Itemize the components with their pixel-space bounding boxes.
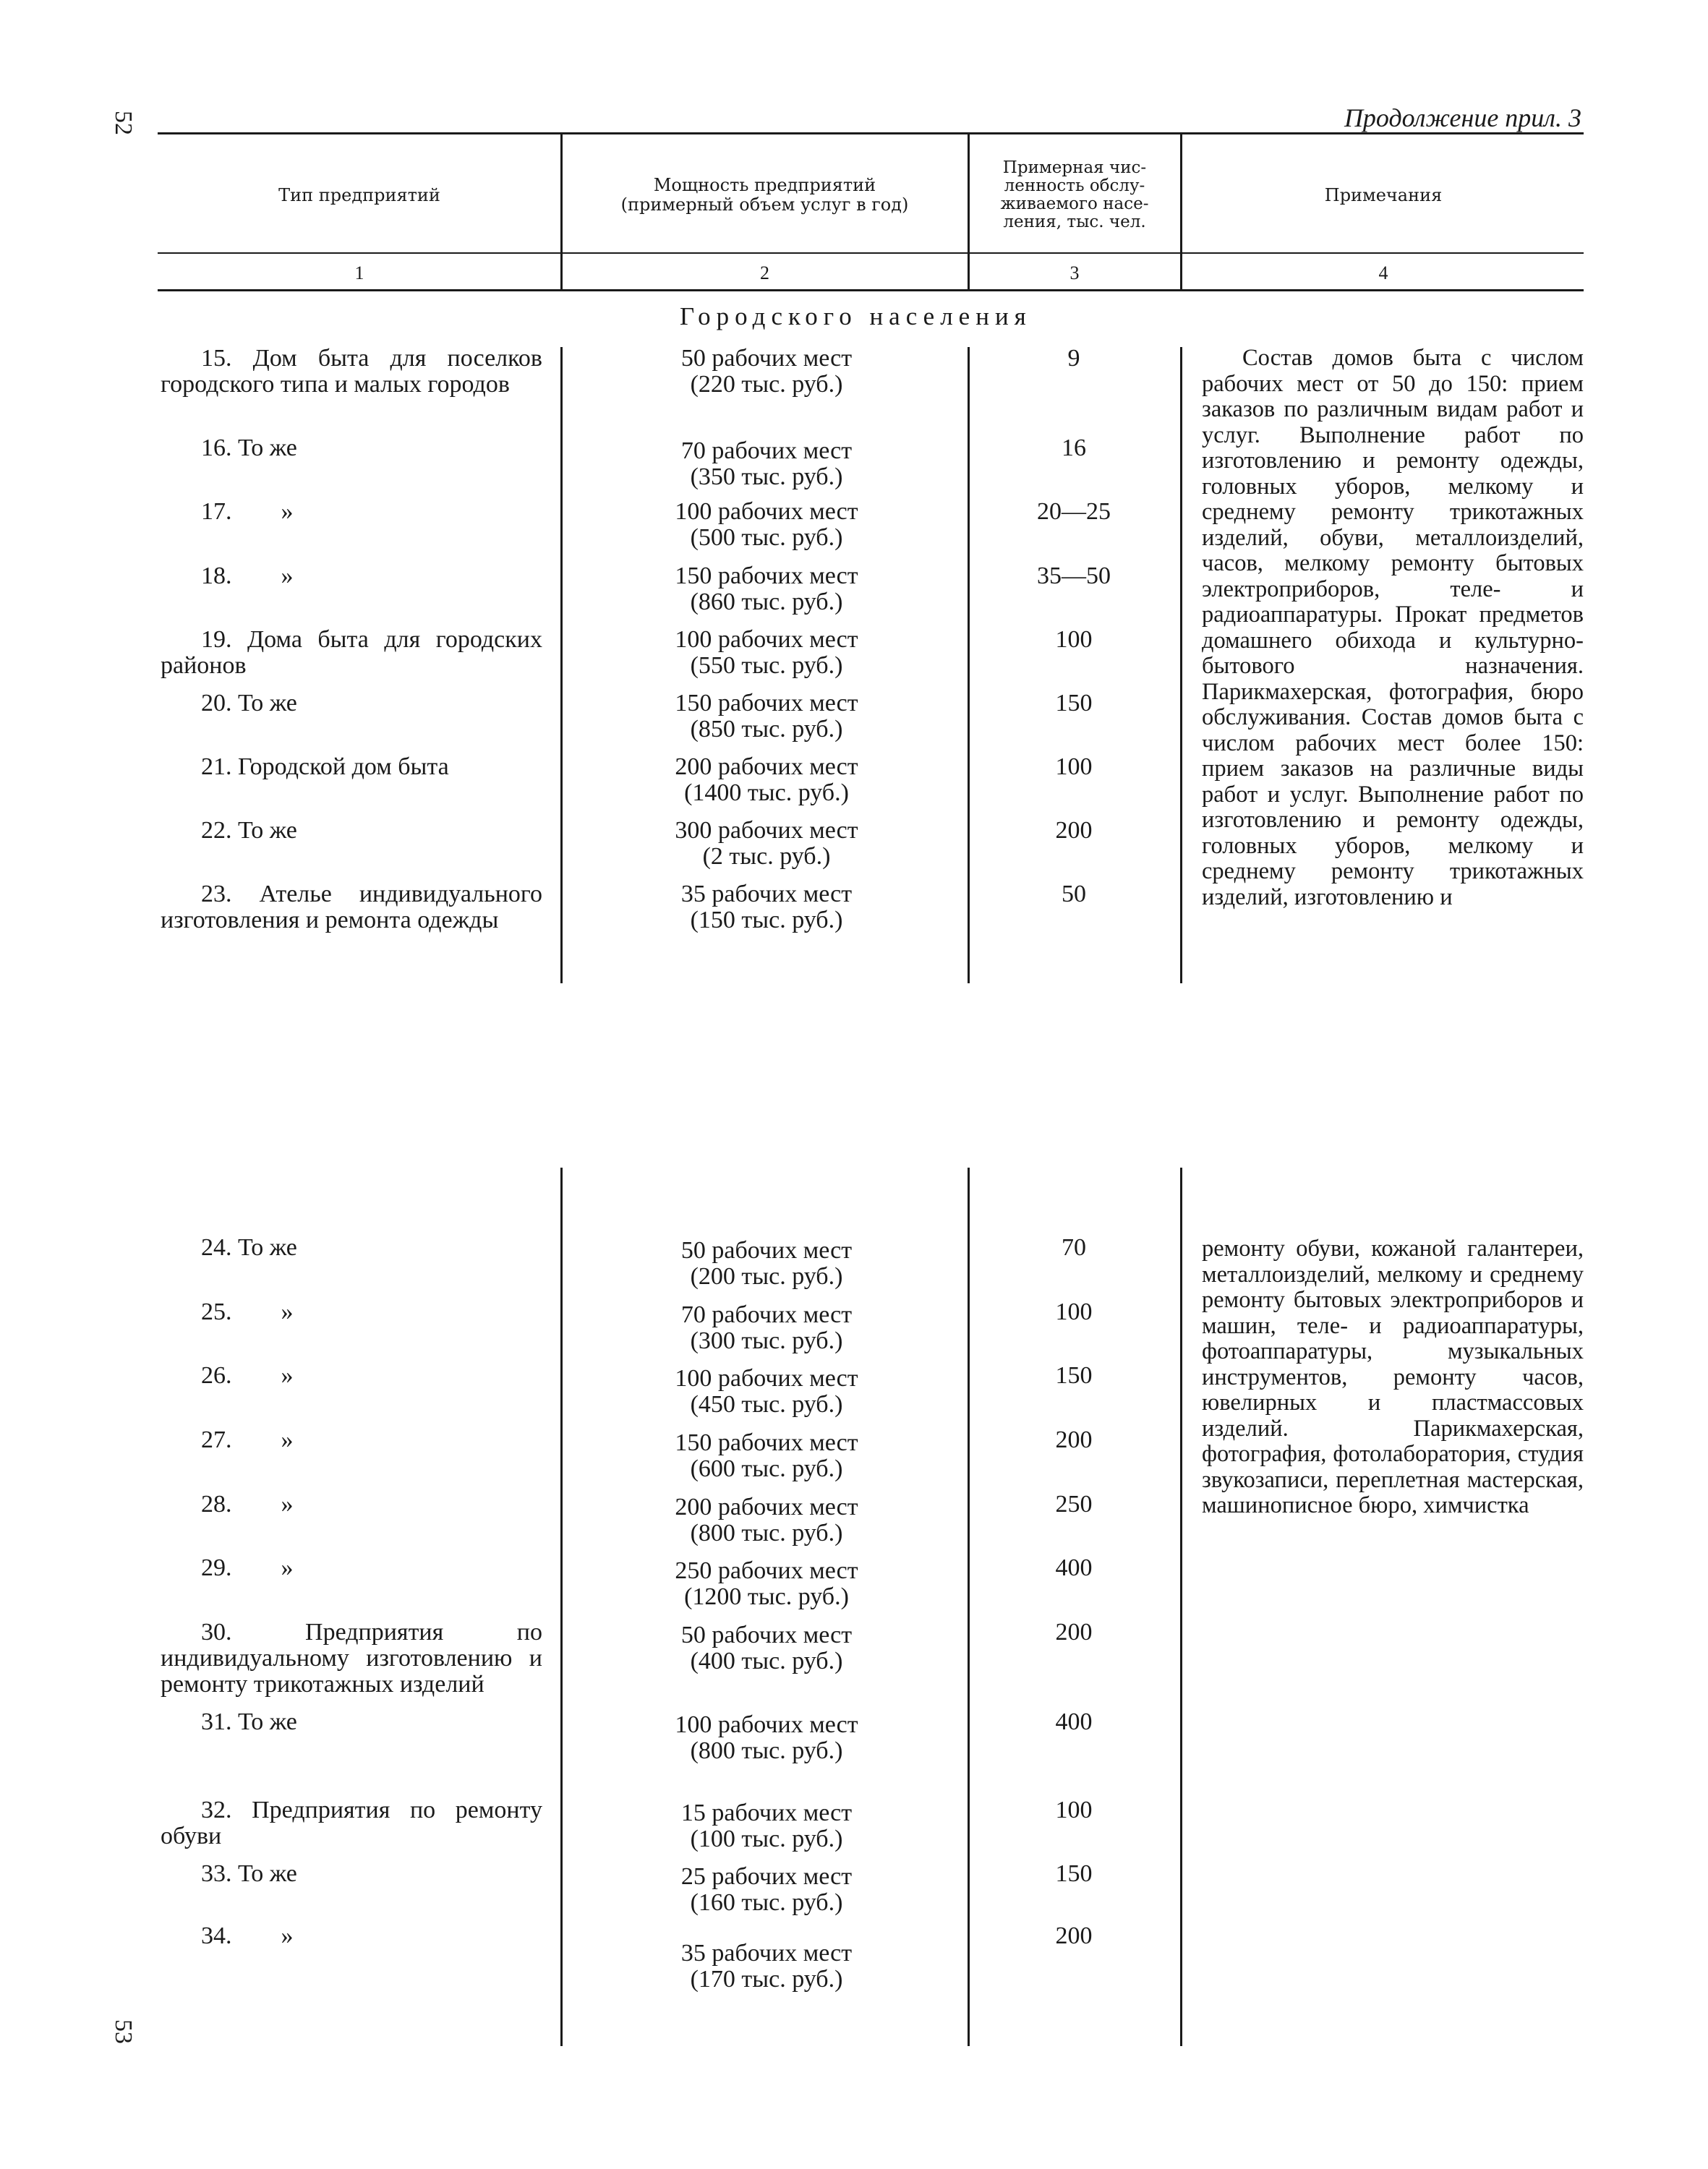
body-separator-3-top [1180,347,1182,983]
capacity-line: (1200 тыс. руб.) [684,1583,849,1610]
type-text: 20. То же [201,690,297,716]
type-cell [161,1363,542,1389]
header-population [970,141,1179,249]
body-separator-1-bottom [560,1168,563,2046]
population-cell: 100 [1055,753,1093,780]
capacity-cell [564,346,969,398]
population-cell: 100 [1055,1797,1093,1823]
capacity-line: (200 тыс. руб.) [690,1263,843,1290]
type-cell [161,690,542,716]
type-text: 28. » [201,1491,294,1518]
column-number-4: 4 [1378,262,1388,283]
running-title: Продолжение прил. 3 [1344,103,1581,132]
capacity-line: (450 тыс. руб.) [690,1391,843,1418]
capacity-line: 50 рабочих мест [680,1237,853,1264]
header-population-line: живаемого насе- [1000,194,1149,213]
header-population-line: Примерная чис- [1002,158,1147,177]
type-text: 17. » [201,498,294,525]
capacity-line: (160 тыс. руб.) [690,1889,843,1916]
capacity-line: (100 тыс. руб.) [690,1826,843,1852]
type-cell [161,1492,542,1518]
population-cell: 400 [1055,1554,1093,1581]
header-population-line: ления, тыс. чел. [1003,213,1146,231]
header-separator-2 [968,134,970,291]
type-cell [161,346,542,398]
type-text: 31. То же [201,1708,297,1735]
header-separator-3 [1180,134,1182,291]
column-number-1: 1 [354,262,364,283]
type-cell [161,1709,542,1735]
capacity-cell [564,563,969,615]
capacity-line: 200 рабочих мест [675,1494,858,1520]
capacity-cell [564,1302,969,1354]
type-text: 26. » [201,1362,294,1389]
capacity-line: 35 рабочих мест [680,1940,853,1967]
capacity-cell [564,499,969,551]
capacity-line: 70 рабочих мест [680,437,853,464]
capacity-cell [564,690,969,743]
population-cell: 250 [1055,1491,1093,1518]
type-cell [161,818,542,844]
type-text: 34. » [201,1922,294,1949]
population-cell: 16 [1062,435,1086,461]
type-text: 15. Дом быта для поселков городского типа и малых городов [161,345,542,398]
type-text: 25. » [201,1299,294,1325]
body-separator-1-top [560,347,563,983]
capacity-cell [564,1558,969,1610]
population-cell: 200 [1055,817,1093,844]
type-text: 22. То же [201,817,297,844]
capacity-line: (860 тыс. руб.) [690,589,843,615]
type-cell [161,627,542,679]
capacity-line: (800 тыс. руб.) [690,1520,843,1546]
type-cell [161,499,542,525]
type-cell [161,1427,542,1453]
capacity-line: (550 тыс. руб.) [690,652,843,679]
header-notes [1183,141,1584,249]
capacity-line: 15 рабочих мест [680,1800,853,1826]
capacity-line: (350 тыс. руб.) [690,463,843,490]
column-numbers-rule [158,289,1584,291]
table-top-rule [158,132,1584,134]
capacity-line: (2 тыс. руб.) [702,843,831,870]
capacity-cell [564,1366,969,1418]
type-cell [161,1797,542,1849]
capacity-line: 250 рабочих мест [675,1557,858,1584]
column-number-3: 3 [1069,262,1080,283]
capacity-cell [564,1864,969,1916]
capacity-cell [564,438,969,490]
type-text: 33. То же [201,1860,297,1887]
population-cell: 200 [1055,1619,1093,1646]
capacity-cell [564,1622,969,1674]
type-cell [161,1861,542,1887]
capacity-line: (220 тыс. руб.) [690,371,843,398]
capacity-line: (170 тыс. руб.) [690,1966,843,1993]
population-cell: 400 [1055,1708,1093,1735]
type-cell [161,1235,542,1261]
header-type-line: Тип предприятий [278,184,440,205]
capacity-cell [564,881,969,933]
population-cell: 9 [1067,345,1080,372]
population-cell: 50 [1062,881,1086,907]
column-number-2: 2 [760,262,769,283]
capacity-cell [564,627,969,679]
page-number-bottom: 53 [110,2019,137,2044]
header-notes-line: Примечания [1324,184,1443,205]
type-text: 21. Городской дом быта [201,753,449,780]
type-text: 30. Предприятия по индивидуальному изготовлению и ремонту трикотажных изделий [161,1619,542,1698]
capacity-line: 100 рабочих мест [675,1365,858,1392]
capacity-line: 100 рабочих мест [675,498,858,525]
capacity-line: (150 тыс. руб.) [690,907,843,933]
capacity-line: (600 тыс. руб.) [690,1455,843,1482]
notes-part-2: ремонту обуви, кожаной галантереи, металлоизделий, мелкому и среднему ремонту бытовых электроприборов и машин, теле- и радиоаппаратуры, фотоаппаратуры, музыкальных инструментов, ремонту часов, ювелирных и пластмассовых изделий. Парикмахерская, фотография, фотолаборатория, студия звукозаписи, переплетная мастерская, машинописное бюро, химчистка [1202,1236,1584,1518]
population-cell: 150 [1055,690,1093,716]
population-cell: 150 [1055,1860,1093,1887]
type-cell [161,563,542,589]
type-text: 29. » [201,1554,294,1581]
capacity-cell [564,1800,969,1852]
type-cell [161,1923,542,1949]
capacity-cell [564,818,969,870]
type-text: 27. » [201,1426,294,1453]
capacity-line: (300 тыс. руб.) [690,1327,843,1354]
capacity-line: (500 тыс. руб.) [690,524,843,551]
type-cell [161,754,542,780]
population-cell: 200 [1055,1922,1093,1949]
type-text: 16. То же [201,435,297,461]
population-cell: 35—50 [1037,562,1111,589]
capacity-line: 50 рабочих мест [680,345,853,372]
capacity-line: 150 рабочих мест [675,562,858,589]
capacity-cell [564,1941,969,1993]
section-title: Городского населения [680,302,1032,330]
capacity-line: (400 тыс. руб.) [690,1648,843,1674]
header-capacity-line: Мощность предприятий [653,175,876,195]
capacity-line: (850 тыс. руб.) [690,716,843,743]
capacity-cell [564,1238,969,1290]
capacity-line: 35 рабочих мест [680,881,853,907]
population-cell: 70 [1062,1234,1086,1261]
type-cell [161,1555,542,1581]
population-cell: 100 [1055,626,1093,653]
type-cell [161,881,542,933]
capacity-line: 100 рабочих мест [675,626,858,653]
capacity-line: 50 рабочих мест [680,1622,853,1648]
capacity-line: 70 рабочих мест [680,1301,853,1328]
header-type [161,141,558,249]
capacity-line: 200 рабочих мест [675,753,858,780]
capacity-line: 150 рабочих мест [675,1429,858,1456]
capacity-line: 100 рабочих мест [675,1711,858,1738]
type-cell [161,435,542,461]
header-bottom-rule [158,252,1584,254]
body-separator-3-bottom [1180,1168,1182,2046]
population-cell: 200 [1055,1426,1093,1453]
header-capacity [564,141,965,249]
population-cell: 100 [1055,1299,1093,1325]
population-cell: 150 [1055,1362,1093,1389]
type-text: 23. Ателье индивидуального изготовления и ремонта одежды [161,881,542,933]
type-text: 19. Дома быта для городских районов [161,626,542,679]
capacity-cell [564,1494,969,1546]
header-capacity-line: (примерный объем услуг в год) [620,194,909,215]
capacity-line: 300 рабочих мест [675,817,858,844]
capacity-line: (1400 тыс. руб.) [684,779,849,806]
notes-part-1: Состав домов быта с числом рабочих мест от 50 до 150: прием заказов по различным видам работ и услуг. Выполнение работ по изготовлению и ремонту одежды, головных уборов, мелкому и среднему ремонту трикотажных изделий, обуви, металлоизделий, часов, мелкому ремонту бытовых электроприборов, теле- и радиоаппаратуры. Прокат предметов домашнего обихода и культурно-бытового назначения. Парикмахерская, фотография, бюро обслуживания. Состав домов быта с числом рабочих мест более 150: прием заказов на различные виды работ и услуг. Выполнение работ по изготовлению и ремонту одежды, головных уборов, мелкому и среднему ремонту трикотажных изделий, изготовлению и [1202,345,1584,910]
capacity-cell [564,754,969,806]
population-cell: 20—25 [1037,498,1111,525]
type-cell [161,1620,542,1698]
header-separator-1 [560,134,563,291]
header-population-line: ленность обслу- [1004,176,1145,195]
type-text: 18. » [201,562,294,589]
capacity-line: (800 тыс. руб.) [690,1737,843,1764]
type-cell [161,1299,542,1325]
capacity-line: 150 рабочих мест [675,690,858,716]
capacity-cell [564,1430,969,1482]
type-text: 24. То же [201,1234,297,1261]
capacity-line: 25 рабочих мест [680,1863,853,1890]
capacity-cell [564,1712,969,1764]
page-number-top: 52 [110,111,137,135]
type-text: 32. Предприятия по ремонту обуви [161,1797,542,1849]
